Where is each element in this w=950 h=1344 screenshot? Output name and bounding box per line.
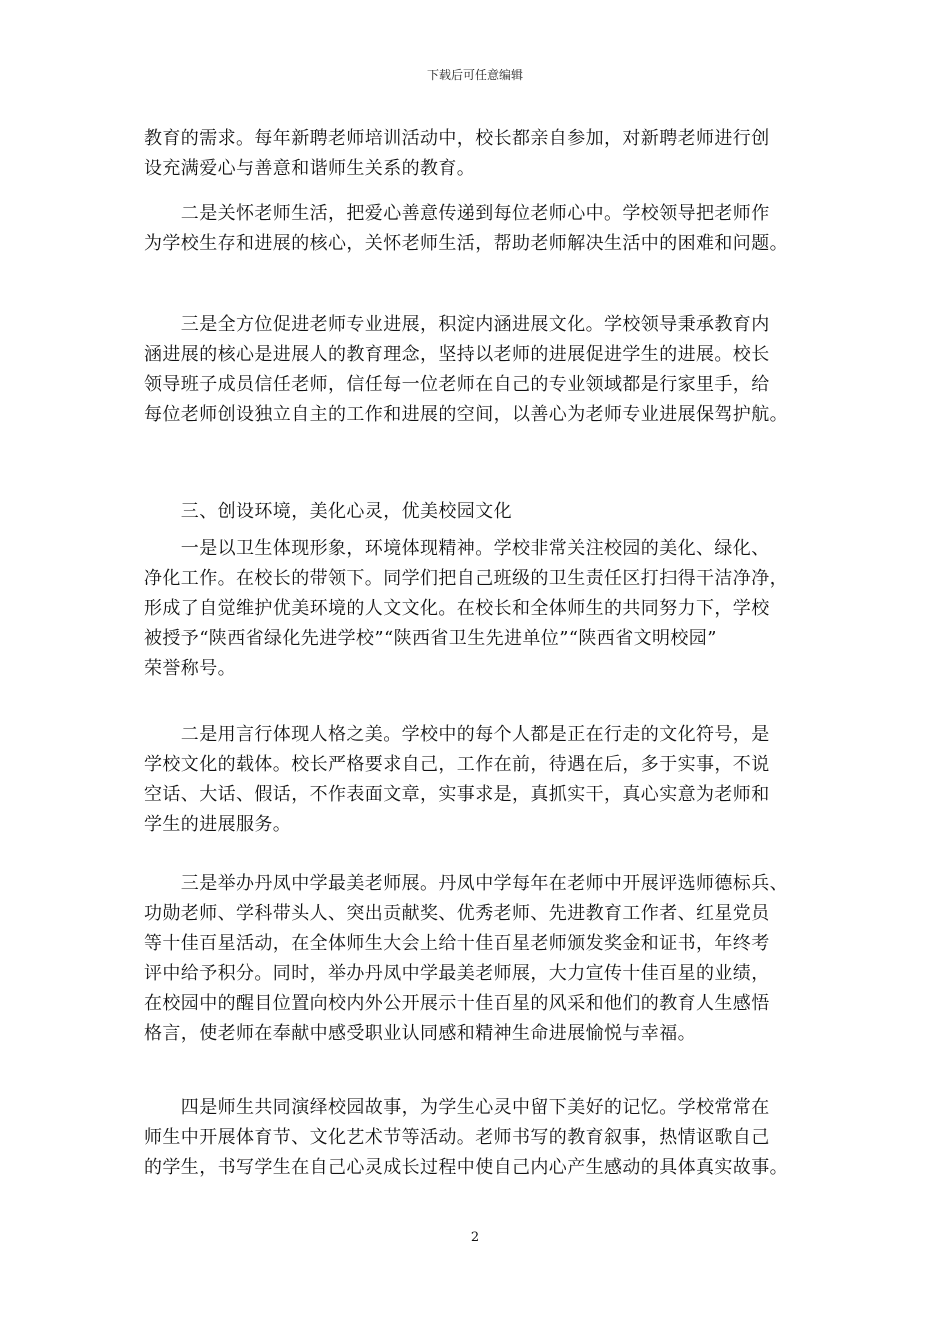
paragraph-6: 二是用言行体现人格之美。学校中的每个人都是正在行走的文化符号，是 学校文化的载体。校长严格要求自己，工作在前，待遇在后，多于实事，不说 空话、大话、假话，不作表面文章，实事求是，真抓实干，真心实意为老师和 学生的进展服务。 <box>144 724 770 835</box>
paragraph-8: 四是师生共同演绎校园故事，为学生心灵中留下美好的记忆。学校常常在 师生中开展体育节、文化艺术节等活动。老师书写的教育叙事，热情讴歌自己 的学生，书写学生在自己心灵成长过程中使自己内心产生感动的具体真实故事。 <box>144 1097 788 1178</box>
paragraph-block-5 <box>144 534 834 684</box>
page-body <box>144 124 834 184</box>
paragraph-block-6 <box>144 720 834 840</box>
paragraph-block-2 <box>144 199 834 259</box>
section-heading-block <box>144 497 834 527</box>
paragraph-5: 一是以卫生体现形象，环境体现精神。学校非常关注校园的美化、绿化、 净化工作。在校长的带领下。同学们把自己班级的卫生责任区打扫得干洁净净， 形成了自觉维护优美环境的人文文化。在校长和全体师生的共同努力下，学校 被授予“陕西省绿化先进学校”“陕西省卫生先进单位”“陕西省文明校园” 荣誉称号。 <box>144 538 788 679</box>
paragraph-7: 三是举办丹凤中学最美老师展。丹凤中学每年在老师中开展评选师德标兵、 功勋老师、学科带头人、突出贡献奖、优秀老师、先进教育工作者、红星党员 等十佳百星活动，在全体师生大会上给十佳百星老师颁发奖金和证书，年终考 评中给予积分。同时，举办丹凤中学最美老师展，大力宣传十佳百星的业绩， 在校园中的醒目位置向校内外公开展示十佳百星的风采和他们的教育人生感悟 格言，使老师在奉献中感受职业认同感和精神生命进展愉悦与幸福。 <box>144 873 788 1044</box>
paragraph-1: 教育的需求。每年新聘老师培训活动中，校长都亲自参加，对新聘老师进行创 设充满爱心与善意和谐师生关系的教育。 <box>144 128 770 179</box>
paragraph-block-3 <box>144 310 834 430</box>
page-number: 2 <box>470 1230 480 1245</box>
section-heading: 三、创设环境，美化心灵，优美校园文化 <box>144 501 512 522</box>
paragraph-3: 三是全方位促进老师专业进展，积淀内涵进展文化。学校领导秉承教育内 涵进展的核心是进展人的教育理念，坚持以老师的进展促进学生的进展。校长 领导班子成员信任老师，信任每一位老师在自己的专业领域都是行家里手，给 每位老师创设独立自主的工作和进展的空间，以善心为老师专业进展保驾护航。 <box>144 314 788 425</box>
paragraph-block-8 <box>144 1093 834 1183</box>
page-header: 下载后可任意编辑 <box>426 68 523 82</box>
paragraph-2: 二是关怀老师生活，把爱心善意传递到每位老师心中。学校领导把老师作 为学校生存和进展的核心，关怀老师生活，帮助老师解决生活中的困难和问题。 <box>144 203 788 254</box>
paragraph-block-7 <box>144 869 834 1049</box>
